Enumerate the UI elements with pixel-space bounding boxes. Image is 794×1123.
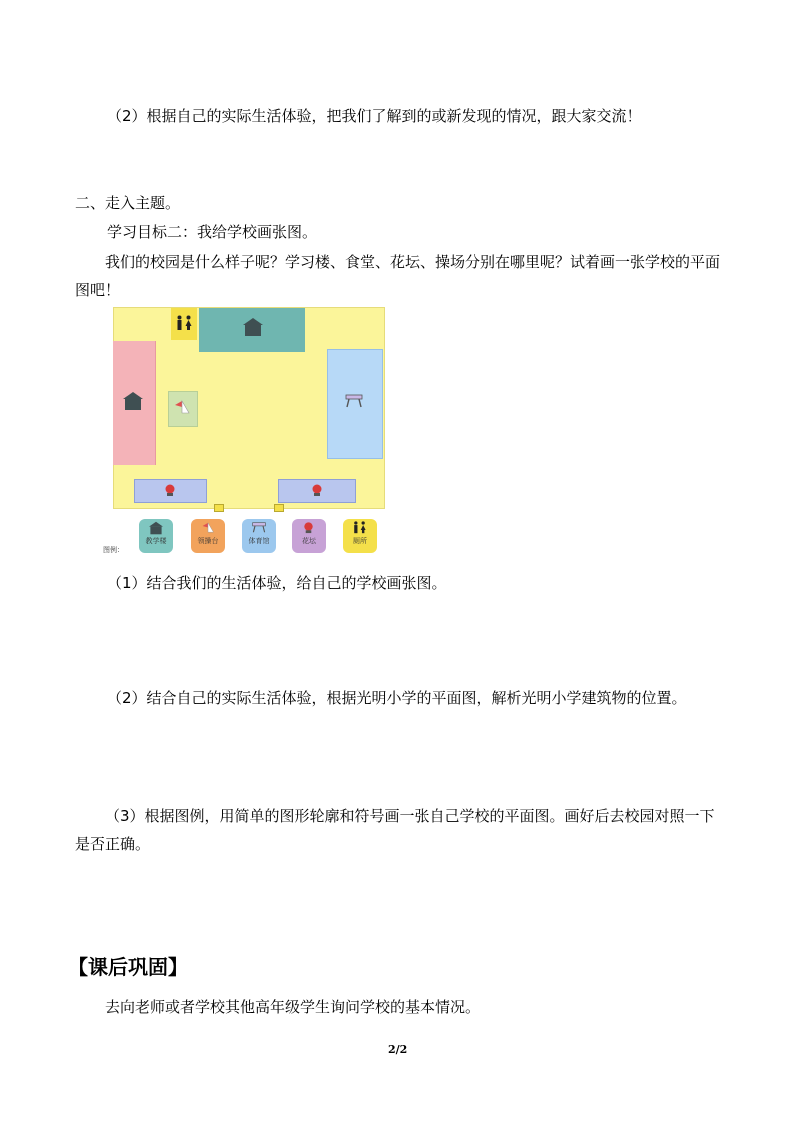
classroom-building-icon	[122, 391, 144, 411]
legend-label: 领操台	[197, 537, 219, 545]
gate-marker	[274, 504, 284, 512]
podium-icon	[173, 399, 191, 415]
podium-icon	[201, 521, 215, 534]
gymnasium-icon	[251, 521, 267, 534]
school-floor-plan	[103, 307, 385, 557]
legend-label: 体育馆	[248, 537, 270, 545]
classroom-building-icon	[242, 317, 264, 337]
intro-paragraph: 我们的校园是什么样子呢？学习楼、食堂、花坛、操场分别在哪里呢？试着画一张学校的平面图吧！	[75, 253, 721, 299]
restroom-icon	[175, 315, 193, 331]
classroom-building-icon	[147, 521, 165, 535]
legend-prefix: 图例：	[103, 546, 124, 554]
item-2-exchange: （2）根据自己的实际生活体验，把我们了解到的或新发现的情况，跟大家交流！	[107, 107, 642, 125]
task-2: （2）结合自己的实际生活体验，根据光明小学的平面图，解析光明小学建筑物的位置。	[107, 689, 687, 707]
flower-bed-icon	[163, 483, 177, 497]
after-class-heading: 【课后巩固】	[68, 955, 188, 979]
task-3: （3）根据图例，用简单的图形轮廓和符号画一张自己学校的平面图。画好后去校园对照一下是否正确。	[75, 807, 715, 853]
learning-goal-2: 学习目标二：我给学校画张图。	[107, 223, 318, 241]
legend-label: 厕所	[353, 537, 367, 545]
after-class-text: 去向老师或者学校其他高年级学生询问学校的基本情况。	[105, 998, 481, 1016]
page-number: 2/2	[388, 1043, 408, 1056]
flower-bed-icon	[302, 521, 315, 534]
legend-label: 花坛	[302, 537, 316, 545]
section-2-heading: 二、走入主题。	[75, 194, 181, 212]
legend-label: 教学楼	[145, 537, 167, 545]
gate-marker	[214, 504, 224, 512]
flower-bed-icon	[310, 483, 324, 497]
gymnasium-icon	[344, 393, 364, 409]
task-1: （1）结合我们的生活体验，给自己的学校画张图。	[107, 574, 447, 592]
restroom-icon	[352, 521, 367, 534]
